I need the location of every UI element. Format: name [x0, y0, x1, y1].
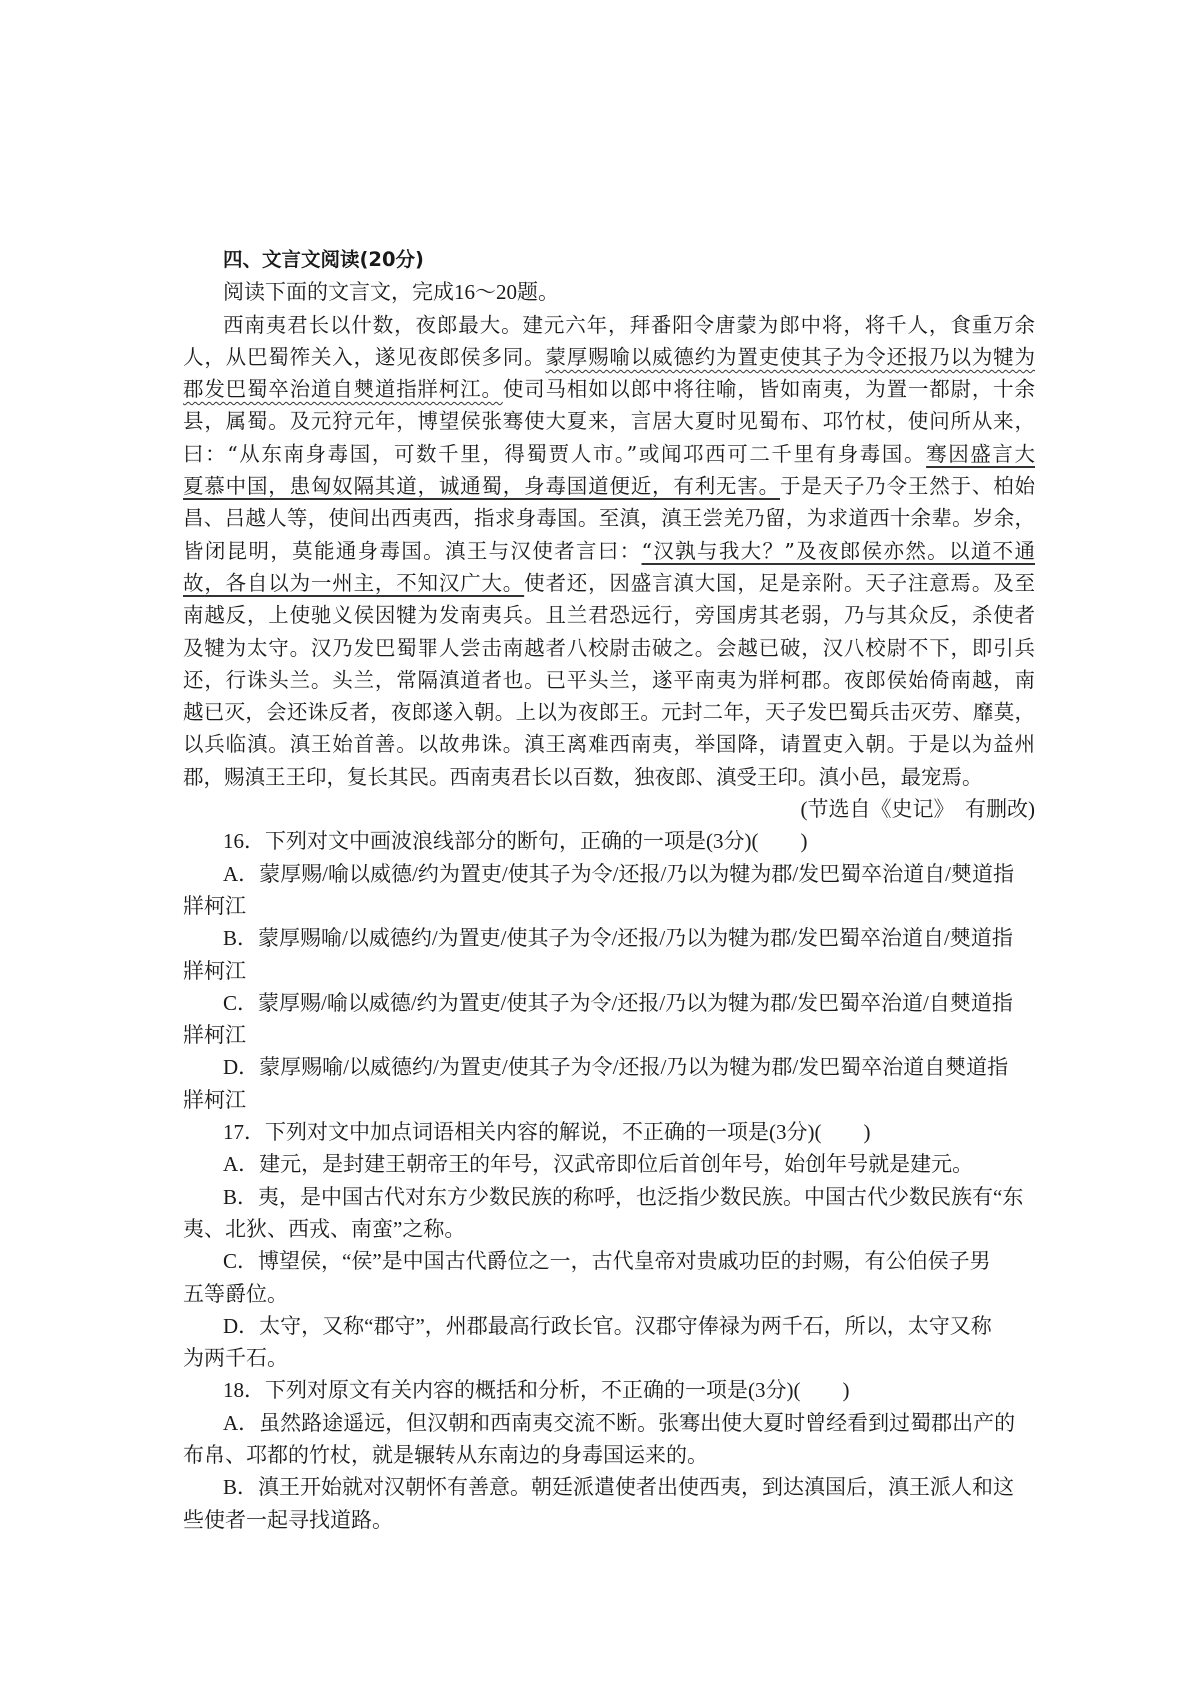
- underlined-text: 故，各自以为一州主，不知汉广大。: [183, 570, 525, 595]
- question-18: [183, 1374, 1035, 1535]
- option-d-cont: 为两千石。: [183, 1346, 288, 1371]
- passage-line: [183, 599, 1035, 631]
- passage-text: 越已灭，会还诛反者，夜郎遂入朝。上以为夜郎王。元封二年，天子发巴蜀兵击灭劳、靡莫，: [183, 700, 1035, 725]
- option-d: D．太守，又称“郡守”，州郡最高行政长官。汉郡守俸禄为两千石，所以，太守又称: [223, 1313, 992, 1338]
- passage-text: 曰：“从东南身毒国，可数千里，得蜀贾人市。”或闻邛西可二千里有身毒国。: [183, 441, 927, 466]
- option-a: A．建元，是封建王朝帝王的年号，汉武帝即位后首创年号，始创年号就是建元。: [223, 1152, 974, 1177]
- passage-line: [183, 405, 1035, 437]
- classical-passage: [183, 309, 1035, 826]
- passage-text: 使司马相如以郎中将往喻，皆如南夷，为置一都尉，十余: [502, 377, 1036, 402]
- passage-line: [183, 728, 1035, 760]
- passage-line: [183, 567, 1035, 599]
- question-16: [183, 825, 1035, 1116]
- passage-line: [183, 535, 1035, 567]
- passage-text: 还，行诛头兰。头兰，常隔滇道者也。已平头兰，遂平南夷为牂柯郡。夜郎侯始倚南越，南: [183, 667, 1035, 692]
- passage-line: [183, 761, 1035, 793]
- option-b-cont: 些使者一起寻找道路。: [183, 1507, 393, 1532]
- passage-text: 郡，赐滇王王印，复长其民。西南夷君长以百数，独夜郎、滇受王印。滇小邑，最宠焉。: [183, 764, 983, 789]
- option-b: B．滇王开始就对汉朝怀有善意。朝廷派遣使者出使西夷，到达滇国后，滇王派人和这: [223, 1475, 1015, 1500]
- question-stem: 17．下列对文中加点词语相关内容的解说，不正确的一项是(3分)( ): [223, 1120, 871, 1145]
- passage-text: 县，属蜀。及元狩元年，博望侯张骞使大夏来，言居大夏时见蜀布、邛竹杖，使问所从来，: [183, 409, 1035, 434]
- passage-source: (节选自《史记》 有删改): [800, 797, 1035, 822]
- passage-text: 及犍为太守。汉乃发巴蜀罪人尝击南越者八校尉击破之。会越已破，汉八校尉不下，即引兵: [183, 635, 1035, 660]
- passage-line: [183, 664, 1035, 696]
- option-a-cont: 布帛、邛都的竹杖，就是辗转从东南边的身毒国运来的。: [183, 1442, 708, 1467]
- passage-text: 以兵临滇。滇王始首善。以故弗诛。滇王离难西南夷，举国降，请置吏入朝。于是以为益州: [183, 732, 1035, 757]
- passage-text: 人，从巴蜀筰关入，遂见夜郎侯多同。: [183, 344, 546, 369]
- option-b: B．蒙厚赐喻/以威德约/为置吏/使其子为令/还报/乃以为犍为郡/发巴蜀卒治道自/僰道指: [223, 926, 1013, 951]
- option-a: A．蒙厚赐/喻以威德/约为置吏/使其子为令/还报/乃以为犍为郡/发巴蜀卒治道自/僰道指: [223, 861, 1015, 886]
- option-c: C．蒙厚赐/喻以威德/约为置吏/使其子为令/还报/乃以为犍为郡/发巴蜀卒治道/自僰道指: [223, 990, 1013, 1015]
- wavy-underlined-text: 蒙厚赐喻以威德约为置吏使其子为令还报乃以为犍为: [545, 344, 1036, 369]
- passage-text: 皆闭昆明，莫能通身毒国。滇王与汉使者言曰：: [183, 538, 642, 563]
- passage-line: [183, 438, 1035, 470]
- underlined-text: “汉孰与我大？”及夜郎侯亦然。以道不通: [641, 538, 1035, 563]
- passage-line: [183, 341, 1035, 373]
- option-b-cont: 夷、北狄、西戎、南蛮”之称。: [183, 1216, 466, 1241]
- question-stem: 18．下列对原文有关内容的概括和分析，不正确的一项是(3分)( ): [223, 1378, 850, 1403]
- passage-line: [183, 696, 1035, 728]
- option-d: D．蒙厚赐喻/以威德约/为置吏/使其子为令/还报/乃以为犍为郡/发巴蜀卒治道自僰道指: [223, 1055, 1009, 1080]
- passage-line: [183, 502, 1035, 534]
- option-d-cont: 牂柯江: [183, 1087, 246, 1112]
- option-a-cont: 牂柯江: [183, 893, 246, 918]
- passage-text: 西南夷君长以什数，夜郎最大。建元六年，拜番阳令唐蒙为郎中将，将千人，食重万余: [223, 312, 1035, 337]
- wavy-underlined-text: 郡发巴蜀卒治道自僰道指牂柯江。: [183, 377, 503, 402]
- option-c-cont: 五等爵位。: [183, 1281, 288, 1306]
- question-stem: 16．下列对文中画波浪线部分的断句，正确的一项是(3分)( ): [223, 829, 808, 854]
- passage-text: 昌、吕越人等，使间出西夷西，指求身毒国。至滇，滇王尝羌乃留，为求道西十余辈。岁余，: [183, 506, 1035, 531]
- passage-text: 使者还，因盛言滇大国，足是亲附。天子注意焉。及至: [524, 570, 1036, 595]
- passage-line: [183, 373, 1035, 405]
- passage-line: [183, 632, 1035, 664]
- underlined-text: 骞因盛言大: [926, 441, 1035, 466]
- passage-text: 南越反，上使驰义侯因犍为发南夷兵。且兰君恐远行，旁国虏其老弱，乃与其众反，杀使者: [183, 603, 1035, 628]
- question-17: [183, 1116, 1035, 1374]
- underlined-text: 夏慕中国，患匈奴隔其道，诚通蜀，身毒国道便近，有利无害。: [183, 474, 780, 499]
- option-c: C．博望侯，“侯”是中国古代爵位之一，古代皇帝对贵戚功臣的封赐，有公伯侯子男: [223, 1249, 991, 1274]
- page-content: [183, 244, 1035, 1536]
- option-c-cont: 牂柯江: [183, 1023, 246, 1048]
- option-b: B．夷，是中国古代对东方少数民族的称呼，也泛指少数民族。中国古代少数民族有“东: [223, 1184, 1024, 1209]
- section-heading: 四、文言文阅读(20分): [223, 248, 424, 271]
- option-b-cont: 牂柯江: [183, 958, 246, 983]
- passage-line: [183, 470, 1035, 502]
- instruction: 阅读下面的文言文，完成16～20题。: [223, 280, 559, 305]
- passage-text: 于是天子乃令王然于、柏始: [779, 474, 1036, 499]
- option-a: A．虽然路途遥远，但汉朝和西南夷交流不断。张骞出使大夏时曾经看到过蜀郡出产的: [223, 1410, 1016, 1435]
- passage-line: [183, 309, 1035, 341]
